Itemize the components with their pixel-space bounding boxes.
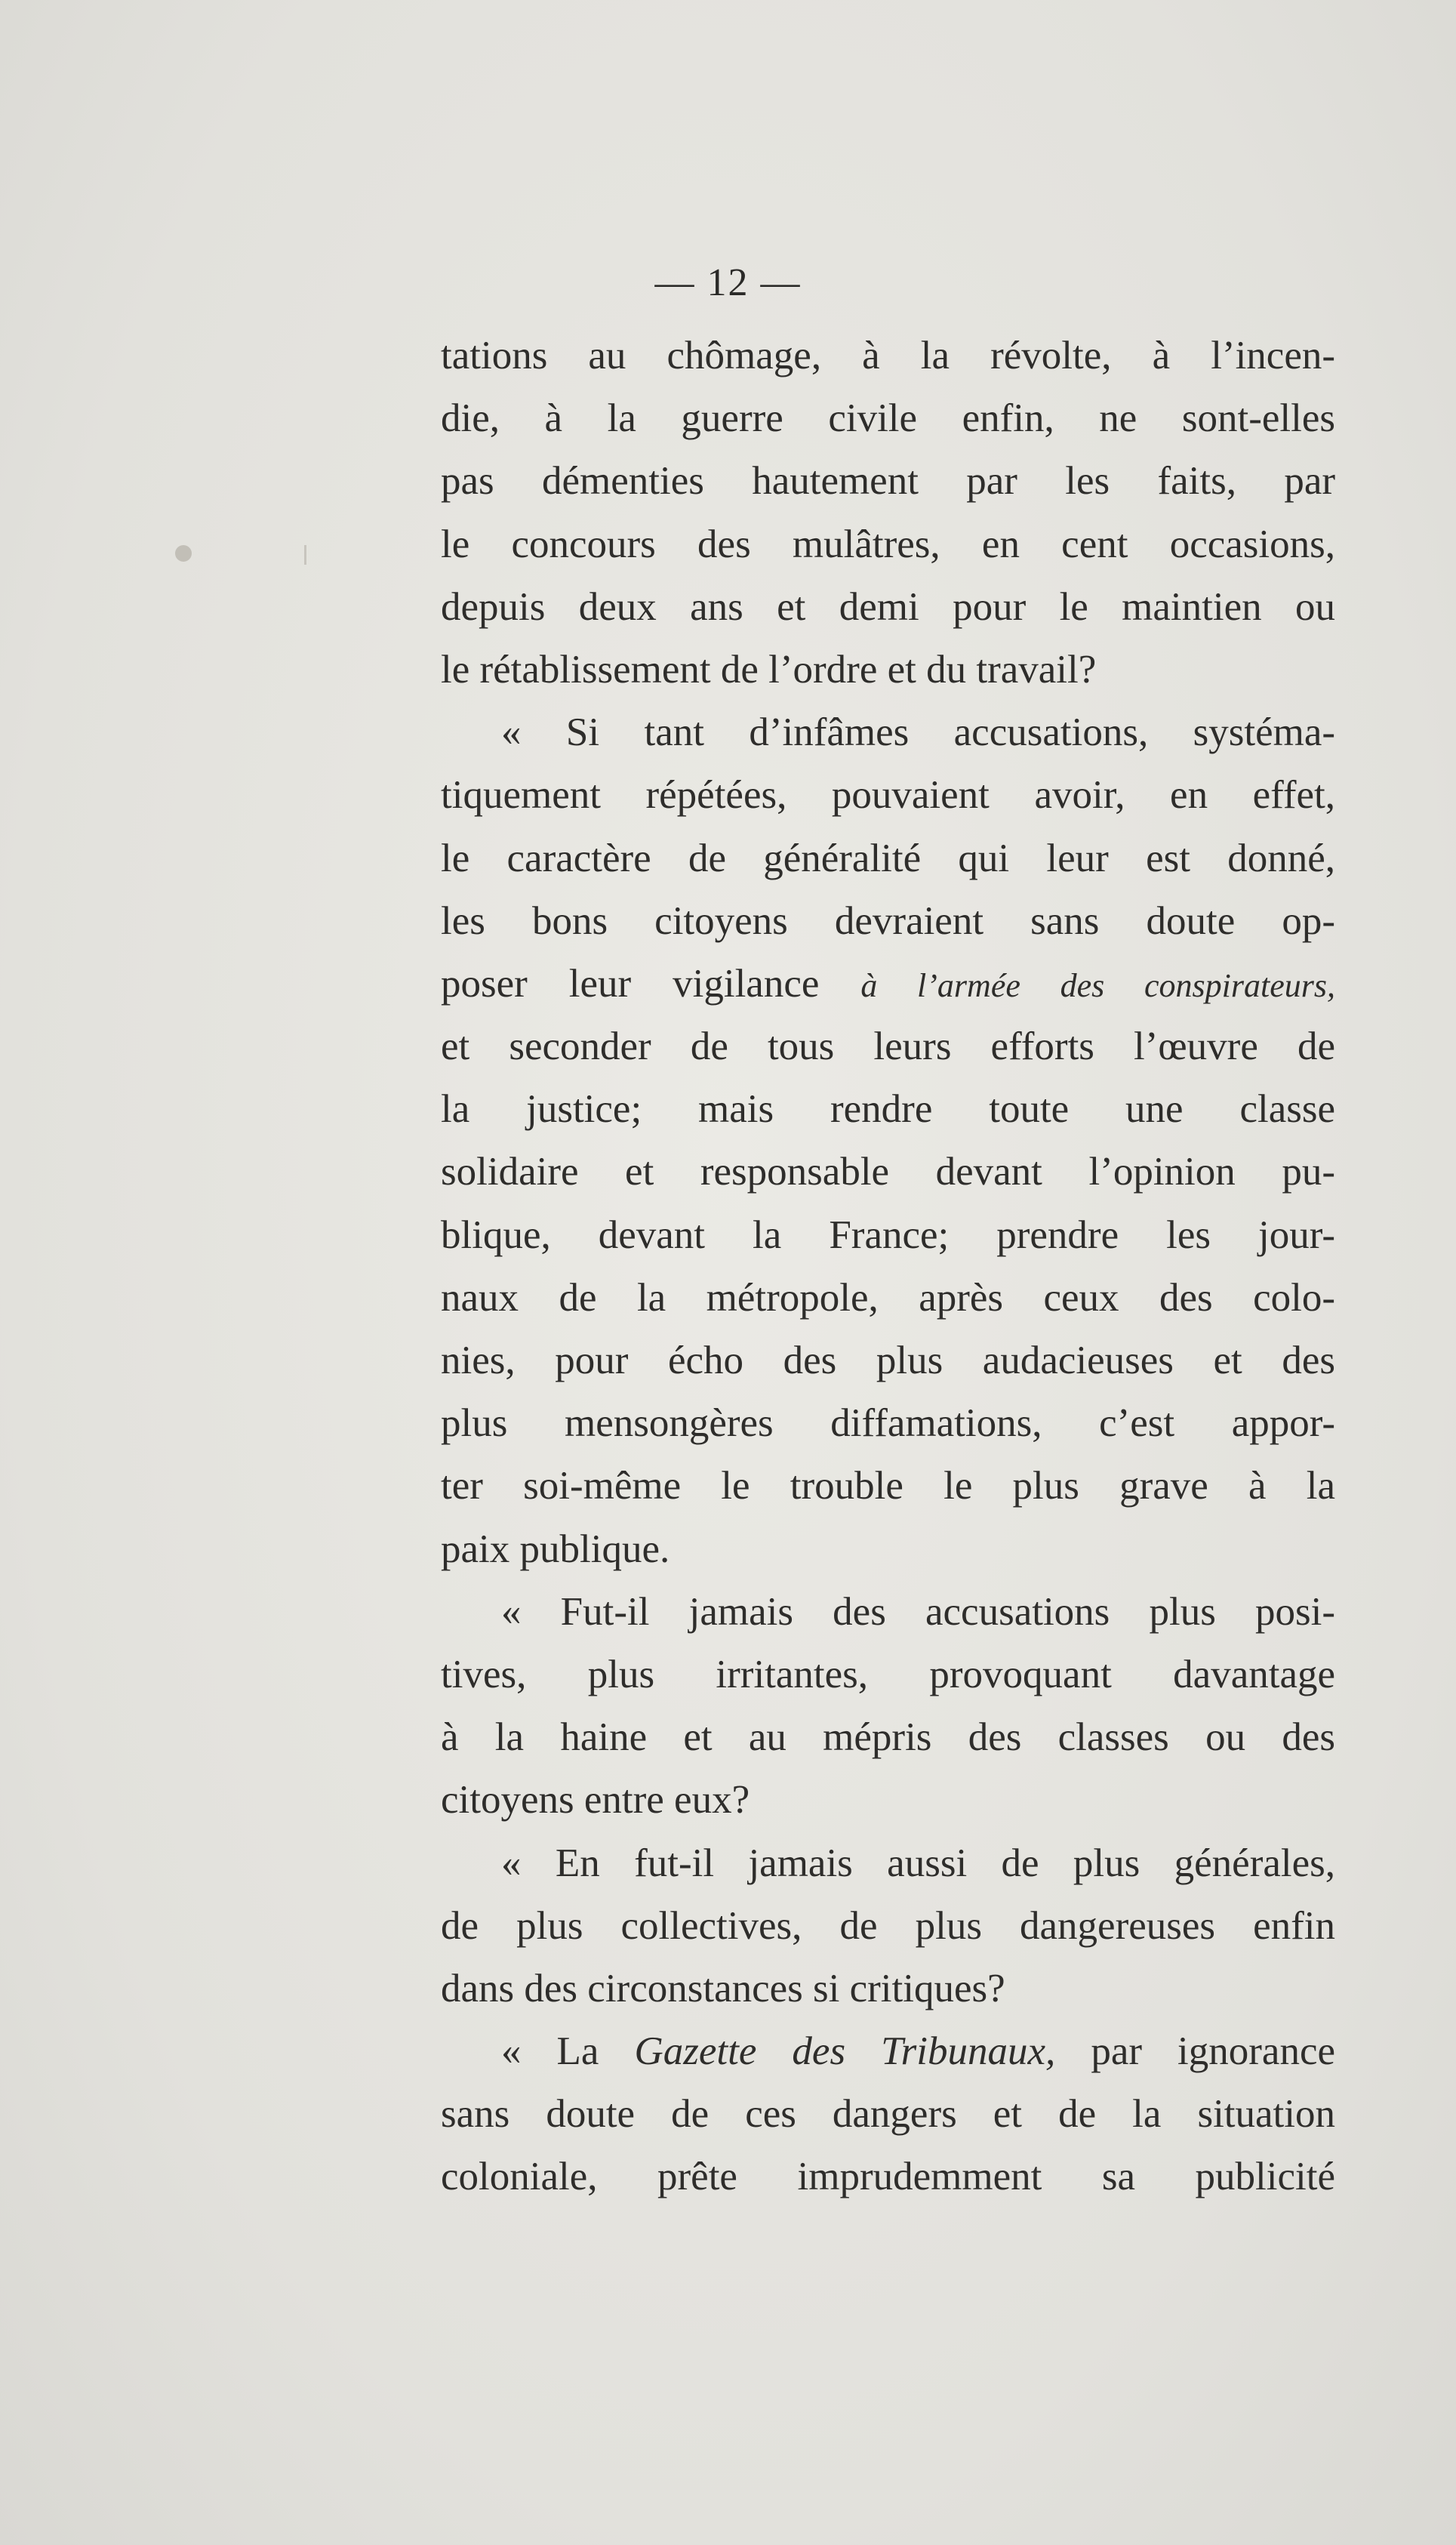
text-run: poser leur vigilance xyxy=(441,961,861,1006)
text-line: nies, pour écho des plus audacieuses et des xyxy=(441,1339,1335,1382)
text-line: « Si tant d’infâmes accusations, systéma- xyxy=(501,710,1335,755)
text-line: le concours des mulâtres, en cent occasions, xyxy=(441,522,1335,566)
text-line: die, à la guerre civile enfin, ne sont-elles xyxy=(441,396,1335,441)
ink-spot xyxy=(175,545,192,562)
text-line: à la haine et au mépris des classes ou des xyxy=(441,1715,1335,1760)
margin-mark xyxy=(304,545,306,565)
italic-phrase: à l’armée des conspirateurs, xyxy=(860,966,1335,1004)
text-line: la justice; mais rendre toute une classe xyxy=(441,1087,1335,1132)
page-number: — 12 — xyxy=(654,261,802,304)
text-line: le caractère de généralité qui leur est donné, xyxy=(441,836,1335,880)
text-line: tiquement répétées, pouvaient avoir, en effet, xyxy=(441,773,1335,818)
text-line: naux de la métropole, après ceux des colo- xyxy=(441,1275,1335,1320)
text-line: et seconder de tous leurs efforts l’œuvre de xyxy=(441,1024,1335,1069)
text-line xyxy=(441,953,1335,1015)
text-line: de plus collectives, de plus dangereuses enfin xyxy=(441,1903,1335,1948)
text-line: les bons citoyens devraient sans doute op- xyxy=(441,898,1335,943)
text-line: citoyens entre eux? xyxy=(441,1778,750,1822)
text-run: par ignorance xyxy=(1055,2029,1335,2074)
text-line: « Fut-il jamais des accusations plus posi- xyxy=(501,1589,1335,1634)
text-run: « La xyxy=(501,2029,635,2074)
text-line: « En fut-il jamais aussi de plus générales, xyxy=(501,1841,1335,1885)
text-line: blique, devant la France; prendre les jour- xyxy=(441,1212,1335,1257)
text-line: ter soi-même le trouble le plus grave à la xyxy=(441,1464,1335,1508)
text-line: sans doute de ces dangers et de la situation xyxy=(441,2092,1335,2137)
text-line: depuis deux ans et demi pour le maintien ou xyxy=(441,584,1335,629)
text-line: coloniale, prête imprudemment sa publicité xyxy=(441,2155,1335,2199)
text-line: dans des circonstances si critiques? xyxy=(441,1966,1005,2010)
text-line: tations au chômage, à la révolte, à l’incen- xyxy=(441,334,1335,377)
text-line: solidaire et responsable devant l’opinion pu- xyxy=(441,1150,1335,1194)
italic-phrase: Gazette des Tribunaux, xyxy=(634,2029,1056,2074)
text-line: plus mensongères diffamations, c’est appor- xyxy=(441,1401,1335,1446)
text-line: paix publique. xyxy=(441,1527,670,1571)
text-line: le rétablissement de l’ordre et du travail? xyxy=(441,647,1097,692)
body-text xyxy=(441,325,1335,2209)
text-line: pas démenties hautement par les faits, par xyxy=(441,459,1335,504)
text-line xyxy=(441,2020,1335,2083)
text-line: tives, plus irritantes, provoquant davantage xyxy=(441,1652,1335,1696)
